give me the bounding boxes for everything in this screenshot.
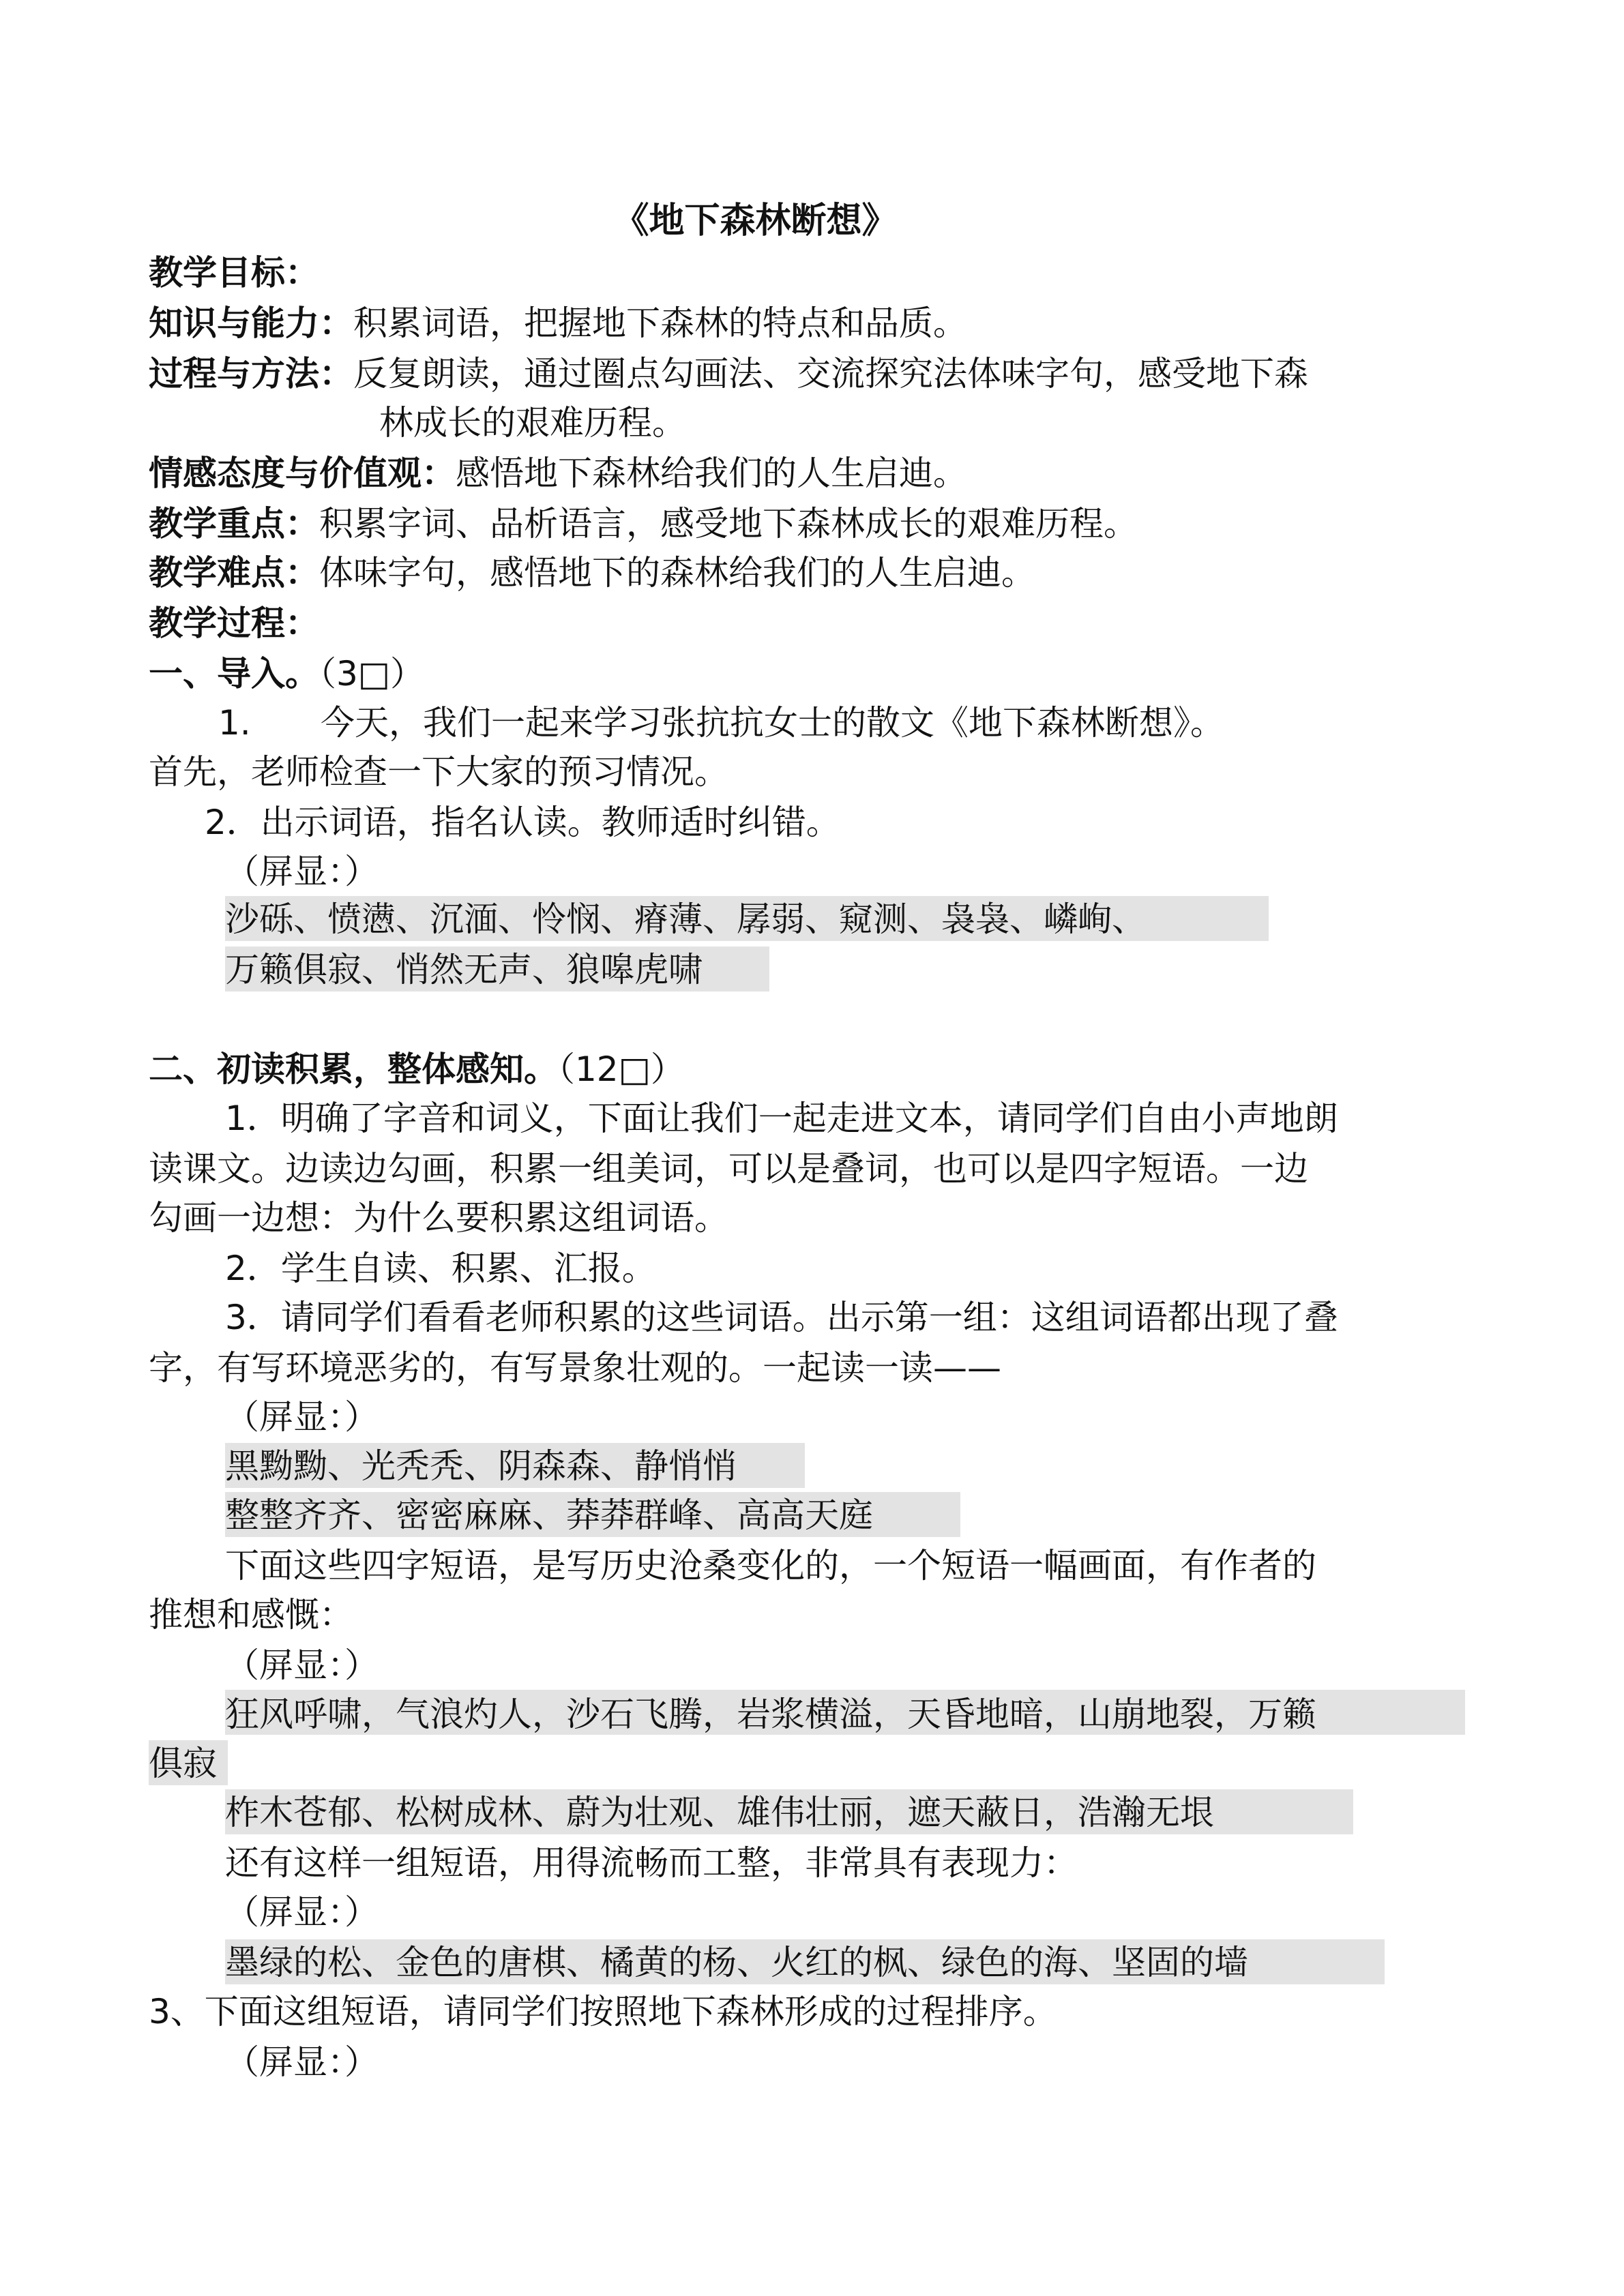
section1-heading [149, 653, 424, 694]
section1-item1-num: 1. [218, 703, 251, 743]
process-heading: 教学过程： [149, 603, 319, 643]
section2-p4-line1: 下面这些四字短语，是写历史沧桑变化的，一个短语一幅画面，有作者的 [225, 1546, 1316, 1585]
objective-process-text: 反复朗读，通过圈点勾画法、交流探究法体味字句，感受地下森 [353, 354, 1308, 393]
section2-group1-line1: 黑黝黝、光秃秃、阴森森、静悄悄 [225, 1446, 737, 1486]
objective-process-label: 过程与方法： [149, 354, 353, 393]
section2-screen-label-4: （屏显：） [225, 2042, 379, 2082]
section2-heading [149, 1049, 685, 1090]
section2-group1-line2: 整整齐齐、密密麻麻、莽莽群峰、高高天庭 [225, 1495, 873, 1535]
objective-knowledge-text: 积累词语，把握地下森林的特点和品质。 [353, 303, 967, 343]
section2-p1-line2: 读课文。边读边勾画，积累一组美词，可以是叠词，也可以是四字短语。一边 [149, 1149, 1308, 1189]
section1-words-line1: 沙砾、愤懑、沉湎、怜悯、瘠薄、孱弱、窥测、袅袅、嶙峋、 [225, 899, 1146, 939]
section2-group2-line3: 柞木苍郁、松树成林、蔚为壮观、雄伟壮丽，遮天蔽日，浩瀚无垠 [225, 1793, 1214, 1832]
section2-title: 二、初读积累，整体感知。 [149, 1049, 558, 1089]
section2-group2-line2: 俱寂 [149, 1744, 217, 1783]
section2-p3-line1: 3．请同学们看看老师积累的这些词语。出示第一组：这组词语都出现了叠 [225, 1298, 1338, 1337]
section2-p2: 2．学生自读、积累、汇报。 [225, 1249, 656, 1288]
section1-item2: 2．出示词语，指名认读。教师适时纠错。 [205, 803, 840, 842]
section1-title: 一、导入。 [149, 654, 319, 694]
difficulty-label: 教学难点： [149, 553, 319, 593]
section2-p3-line2: 字，有写环境恶劣的，有写景象壮观的。一起读一读—— [149, 1348, 1001, 1388]
section2-screen-label-1: （屏显：） [225, 1397, 379, 1437]
objective-knowledge [149, 303, 967, 344]
objective-emotion-text: 感悟地下森林给我们的人生启迪。 [456, 453, 967, 493]
section1-item1-cont: 首先，老师检查一下大家的预习情况。 [149, 752, 728, 792]
key-point [149, 503, 1138, 544]
objective-emotion [149, 453, 967, 494]
section1-screen-label: （屏显：） [225, 852, 379, 891]
section2-group3-line1: 墨绿的松、金色的唐棋、橘黄的杨、火红的枫、绿色的海、坚固的墙 [225, 1943, 1248, 1982]
section2-p1-line1: 1．明确了字音和词义，下面让我们一起走进文本，请同学们自由小声地朗 [225, 1099, 1338, 1138]
objective-process-cont: 林成长的艰难历程。 [379, 403, 686, 443]
page-title: 《地下森林断想》 [613, 200, 898, 241]
section2-group2-line1: 狂风呼啸，气浪灼人，沙石飞腾，岩浆横溢，天昏地暗，山崩地裂，万籁 [225, 1695, 1316, 1734]
section2-p1-line3: 勾画一边想：为什么要积累这组词语。 [149, 1198, 728, 1238]
difficulty-text: 体味字句，感悟地下的森林给我们的人生启迪。 [319, 553, 1035, 593]
section1-item1-text: 今天，我们一起来学习张抗抗女士的散文《地下森林断想》。 [321, 703, 1224, 743]
section2-p6: 3、下面这组短语，请同学们按照地下森林形成的过程排序。 [149, 1992, 1057, 2031]
section2-p4-line2: 推想和感慨： [149, 1595, 353, 1635]
objective-process [149, 353, 1308, 394]
section2-screen-label-2: （屏显：） [225, 1645, 379, 1685]
key-point-text: 积累字词、品析语言，感受地下森林成长的艰难历程。 [319, 504, 1138, 543]
section1-time: （3□） [319, 654, 425, 694]
objective-knowledge-label: 知识与能力： [149, 303, 353, 343]
key-point-label: 教学重点： [149, 504, 319, 543]
section2-screen-label-3: （屏显：） [225, 1892, 379, 1932]
objective-emotion-label: 情感态度与价值观： [149, 453, 456, 493]
objectives-heading: 教学目标： [149, 253, 319, 293]
section2-time: （12□） [558, 1049, 685, 1089]
section2-p5: 还有这样一组短语，用得流畅而工整，非常具有表现力： [225, 1843, 1078, 1883]
section1-words-line2: 万籁俱寂、悄然无声、狼嗥虎啸 [225, 950, 703, 989]
difficulty [149, 552, 1035, 593]
